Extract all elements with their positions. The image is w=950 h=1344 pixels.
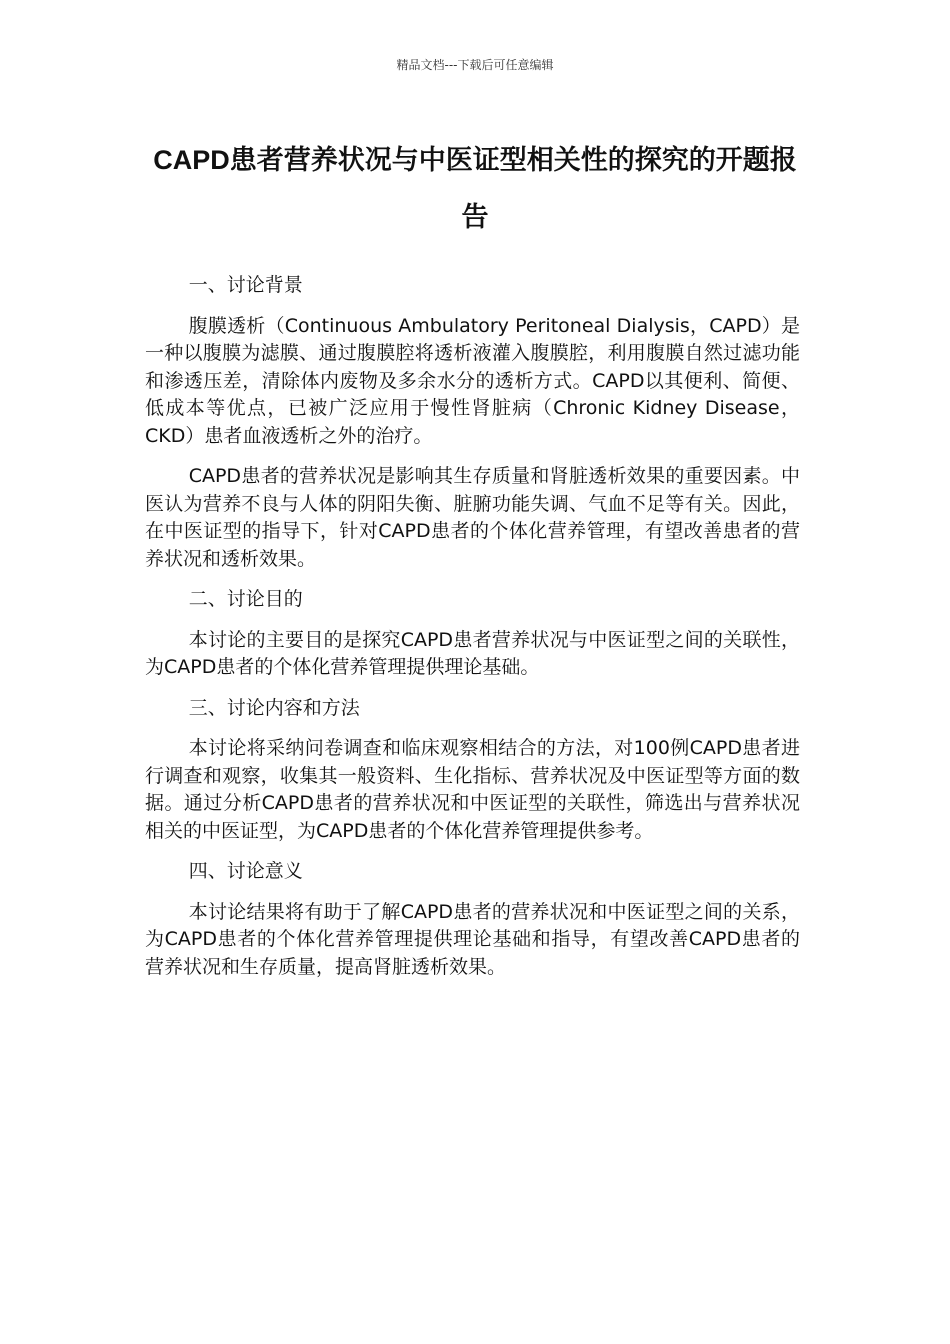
paragraph-purpose: 本讨论的主要目的是探究CAPD患者营养状况与中医证型之间的关联性，为CAPD患者的个体化营养管理提供理论基础。 bbox=[145, 628, 800, 678]
paragraph-methods: 本讨论将采纳问卷调查和临床观察相结合的方法，对100例CAPD患者进行调查和观察，收集其一般资料、生化指标、营养状况及中医证型等方面的数据。通过分析CAPD患者的营养状况和中医证型的关联性，筛选出与营养状况相关的中医证型，为CAPD患者的个体化营养管理提供参考。 bbox=[145, 737, 800, 842]
section-heading-methods: 三、讨论内容和方法 bbox=[188, 696, 360, 719]
document-title: CAPD患者营养状况与中医证型相关性的探究的开题报告 bbox=[153, 145, 797, 232]
section-heading-purpose: 二、讨论目的 bbox=[188, 588, 303, 610]
paragraph-significance: 本讨论结果将有助于了解CAPD患者的营养状况和中医证型之间的关系，为CAPD患者的个体化营养管理提供理论基础和指导，有望改善CAPD患者的营养状况和生存质量，提高肾脏透析效果。 bbox=[145, 900, 800, 978]
paragraph-background-2: CAPD患者的营养状况是影响其生存质量和肾脏透析效果的重要因素。中医认为营养不良与人体的阴阳失衡、脏腑功能失调、气血不足等有关。因此，在中医证型的指导下，针对CAPD患者的个体化营养管理，有望改善患者的营养状况和透析效果。 bbox=[145, 465, 800, 570]
section-heading-significance: 四、讨论意义 bbox=[188, 860, 303, 882]
page-header: 精品文档---下载后可任意编辑 bbox=[396, 58, 554, 72]
section-heading-background: 一、讨论背景 bbox=[188, 274, 303, 296]
paragraph-background-1: 腹膜透析（Continuous Ambulatory Peritoneal Dialysis，CAPD）是一种以腹膜为滤膜、通过腹膜腔将透析液灌入腹膜腔，利用腹膜自然过滤功能和渗透压差，清除体内废物及多余水分的透析方式。CAPD以其便利、简便、低成本等优点，已被广泛应用于慢性肾脏病（Chronic Kidney Disease，CKD）患者血液透析之外的治疗。 bbox=[145, 314, 800, 447]
document-body bbox=[145, 272, 800, 994]
